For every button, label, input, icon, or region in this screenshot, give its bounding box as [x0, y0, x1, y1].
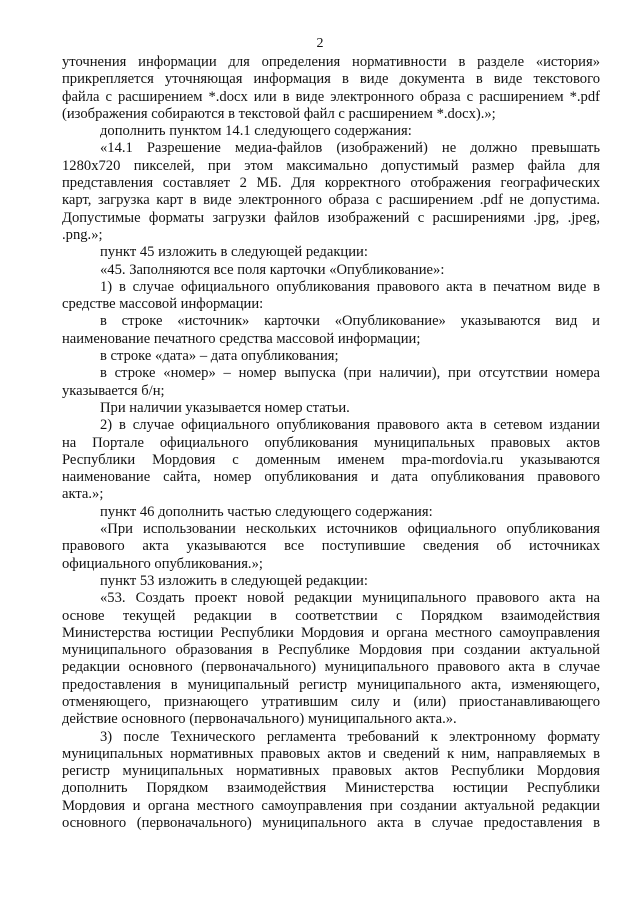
- text-line: «14.1 Разрешение медиа-файлов (изображений) не должно превышать: [100, 140, 600, 157]
- text-line: редакции основного (первоначального) муниципального правового акта в случае: [62, 659, 600, 676]
- text-line: «53. Создать проект новой редакции муниципального правового акта на: [100, 590, 600, 607]
- text-line: 3) после Технического регламента требований к электронному формату: [100, 728, 600, 745]
- text-line: Министерства юстиции Республики Мордовия и органа местного самоуправления: [62, 624, 600, 641]
- text-line: на Портале официального опубликования муниципальных правовых актов: [62, 434, 600, 451]
- text-line: 2) в случае официального опубликования правового акта в сетевом издании: [100, 417, 600, 434]
- text-line: муниципальных нормативных правовых актов и сведений к ним, направляемых в: [62, 745, 600, 762]
- text-line: прикрепляется уточняющая информация в виде документа в виде текстового: [62, 71, 600, 88]
- document-body: [62, 54, 600, 832]
- text-line: указывается б/н;: [62, 382, 165, 399]
- text-line: основе текущей редакции в соответствии с Порядком взаимодействия: [62, 607, 600, 624]
- text-line: акта.»;: [62, 486, 104, 503]
- text-line: правового акта указываются все поступившие сведения об источниках: [62, 538, 600, 555]
- text-line: дополнить Порядком взаимодействия Министерства юстиции Республики: [62, 780, 600, 797]
- text-line: карт, загрузка карт в виде электронного образа с расширением .pdf не допустима.: [62, 192, 600, 209]
- text-line: файла с расширением *.docx или в виде электронного образа с расширением *.pdf: [62, 88, 600, 105]
- text-line: Мордовия и органа местного самоуправления при создании актуальной редакции: [62, 797, 600, 814]
- text-line: 1) в случае официального опубликования правового акта в печатном виде в: [100, 278, 600, 295]
- text-line: наименование печатного средства массовой информации;: [62, 330, 421, 347]
- text-line: Республики Мордовия с доменным именем mpa-mordovia.ru указываются: [62, 451, 600, 468]
- text-line: пункт 46 дополнить частью следующего содержания:: [100, 503, 433, 520]
- text-line: уточнения информации для определения нормативности в разделе «история»: [62, 54, 600, 70]
- text-line: 1280x720 пикселей, при этом максимально допустимый размер файла для: [62, 157, 600, 174]
- text-line: дополнить пунктом 14.1 следующего содержания:: [100, 123, 412, 140]
- text-line: представления составляет 2 МБ. Для корректного отображения географических: [62, 175, 600, 192]
- text-line: «45. Заполняются все поля карточки «Опубликование»:: [100, 261, 445, 278]
- text-line: в строке «номер» – номер выпуска (при наличии), при отсутствии номера: [100, 365, 600, 382]
- text-line: официального опубликования.»;: [62, 555, 263, 572]
- text-line: в строке «источник» карточки «Опубликование» указываются вид и: [100, 313, 600, 330]
- text-line: При наличии указывается номер статьи.: [100, 399, 350, 416]
- text-line: пункт 45 изложить в следующей редакции:: [100, 244, 368, 261]
- text-line: наименование сайта, номер опубликования и дата опубликования правового: [62, 469, 600, 486]
- text-line: пункт 53 изложить в следующей редакции:: [100, 572, 368, 589]
- text-line: средстве массовой информации:: [62, 296, 264, 313]
- text-line: Допустимые форматы загрузки файлов изображений с расширениями .jpg, .jpeg,: [62, 209, 600, 226]
- text-line: регистр муниципальных нормативных правовых актов Республики Мордовия: [62, 763, 600, 780]
- text-line: в строке «дата» – дата опубликования;: [100, 348, 339, 365]
- text-line: муниципального образования в Республике Мордовия при создании актуальной: [62, 642, 600, 659]
- text-line: «При использовании нескольких источников официального опубликования: [100, 521, 600, 538]
- text-line: .png.»;: [62, 226, 103, 243]
- text-line: основного (первоначального) муниципального акта в случае предоставления в: [62, 815, 600, 832]
- text-line: (изображения собираются в текстовой файл с расширением *.docx).»;: [62, 105, 496, 122]
- text-line: предоставления в муниципальный регистр муниципального акта, изменяющего,: [62, 676, 600, 693]
- text-line: действие основного (первоначального) муниципального акта.».: [62, 711, 457, 728]
- text-line: отменяющего, признающего утратившим силу и (или) приостанавливающего: [62, 693, 600, 710]
- page-number: 2: [316, 36, 324, 51]
